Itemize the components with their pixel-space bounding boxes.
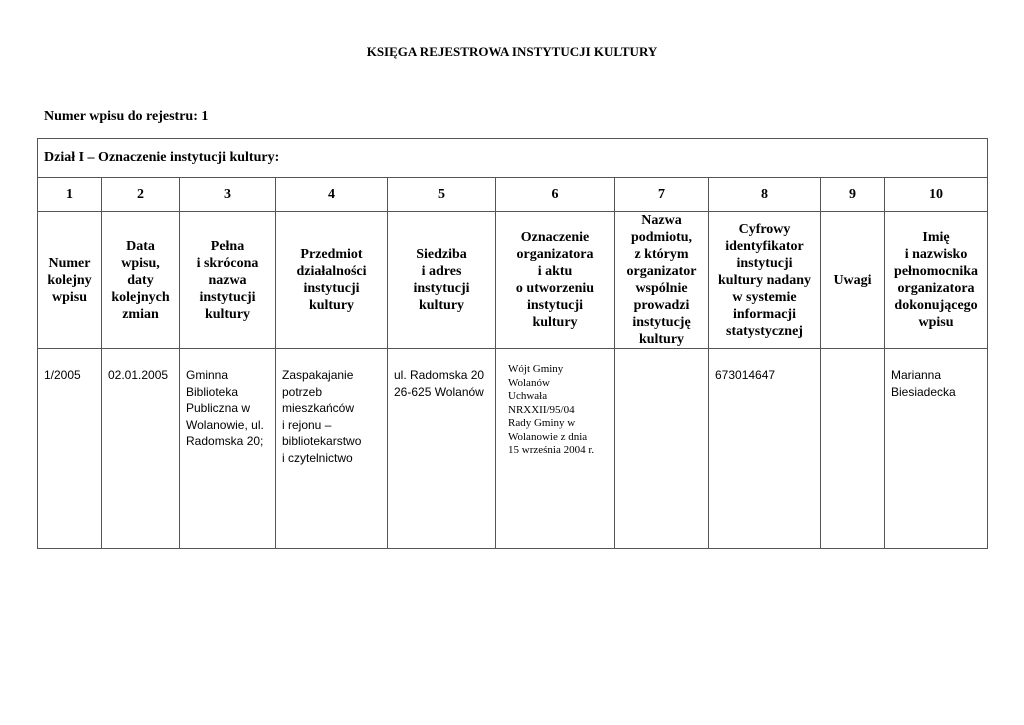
table-cell <box>885 349 988 549</box>
header-label: Przedmiot działalności instytucji kultury <box>296 247 367 313</box>
header-label: Cyfrowy identyfikator instytucji kultury nadany w systemie informacji statystycznej <box>718 221 811 339</box>
column-number: 8 <box>709 178 821 212</box>
table-cell <box>38 349 102 549</box>
header-cell <box>276 212 388 349</box>
entry-number-value: 1/2005 <box>44 368 81 382</box>
header-label: Data wpisu, daty kolejnych zmian <box>111 238 170 322</box>
entry-number: Numer wpisu do rejestru: 1 <box>44 109 209 124</box>
activity-value: Zaspakajanie potrzeb mieszkańców i rejonu – bibliotekarstwo i czytelnictwo <box>282 368 362 465</box>
column-number: 3 <box>180 178 276 212</box>
table-cell <box>102 349 180 549</box>
header-cell <box>388 212 496 349</box>
column-number: 9 <box>821 178 885 212</box>
table-cell <box>615 349 709 549</box>
header-label: Oznaczenie organizatora i aktu o utworzeniu instytucji kultury <box>515 230 595 330</box>
header-label: Siedziba i adres instytucji kultury <box>413 247 470 313</box>
column-number: 5 <box>388 178 496 212</box>
table-row <box>38 349 988 549</box>
address-value: ul. Radomska 20 26-625 Wolanów <box>394 368 485 399</box>
column-number: 10 <box>885 178 988 212</box>
proxy-name-value: Marianna Biesiadecka <box>891 368 956 399</box>
statistical-id-value: 673014647 <box>715 368 776 382</box>
document-title: KSIĘGA REJESTROWA INSTYTUCJI KULTURY <box>366 44 658 59</box>
table-cell <box>180 349 276 549</box>
header-row <box>38 212 988 349</box>
header-label: Nazwa podmiotu, z którym organizator wspólnie prowadzi instytucję kultury <box>626 213 697 347</box>
header-label: Pełna i skrócona nazwa instytucji kultury <box>196 238 259 322</box>
registry-table <box>37 138 988 549</box>
table-cell <box>276 349 388 549</box>
column-number: 7 <box>615 178 709 212</box>
column-number: 2 <box>102 178 180 212</box>
header-cell <box>38 212 102 349</box>
header-cell <box>885 212 988 349</box>
header-cell <box>615 212 709 349</box>
header-label: Imię i nazwisko pełnomocnika organizatora dokonującego wpisu <box>894 230 979 330</box>
section-row <box>38 139 988 178</box>
column-number: 4 <box>276 178 388 212</box>
organizer-value: Wójt Gminy Wolanów Uchwała NRXXII/95/04 Rady Gminy w Wolanowie z dnia 15 września 2004 r. <box>508 363 595 456</box>
entry-date-value: 02.01.2005 <box>108 368 169 382</box>
header-cell <box>496 212 615 349</box>
header-cell <box>821 212 885 349</box>
section-title: Dział I – Oznaczenie instytucji kultury: <box>38 139 988 178</box>
table-cell <box>496 349 615 549</box>
header-cell <box>180 212 276 349</box>
table-cell <box>821 349 885 549</box>
table-cell <box>388 349 496 549</box>
column-number-row <box>38 178 988 212</box>
header-label: Uwagi <box>833 272 872 288</box>
column-number: 6 <box>496 178 615 212</box>
institution-name-value: Gminna Biblioteka Publiczna w Wolanowie, ul. Radomska 20; <box>186 368 264 448</box>
header-cell <box>709 212 821 349</box>
header-label: Numer kolejny wpisu <box>47 255 92 305</box>
table-cell <box>709 349 821 549</box>
header-cell <box>102 212 180 349</box>
column-number: 1 <box>38 178 102 212</box>
